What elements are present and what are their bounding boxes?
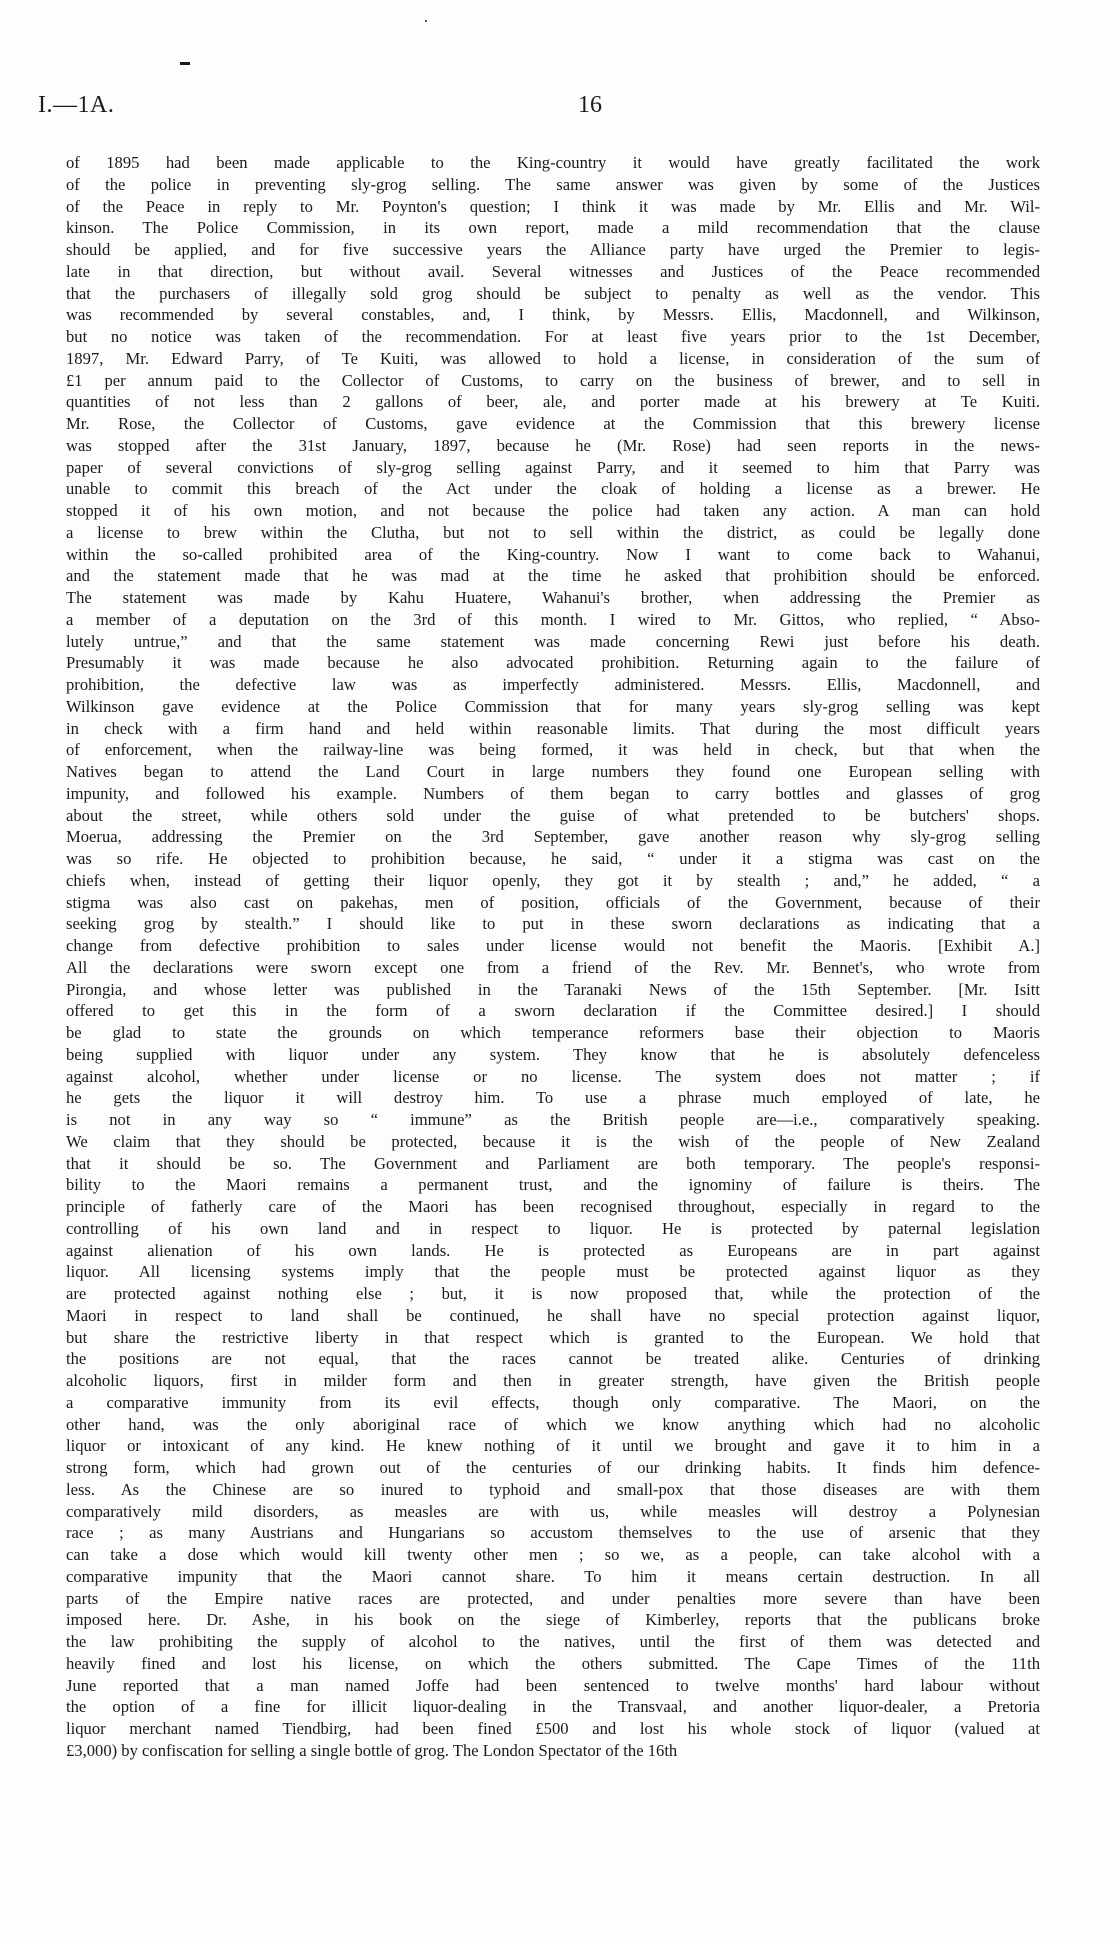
text-line: that the purchasers of illegally sold grog should be subject to penalty as well as the vendor. This: [66, 283, 1040, 303]
text-line: and the statement made that he was mad at the time he asked that prohibition should be enforced.: [66, 566, 1040, 586]
text-line: comparative impunity that the Maori cannot share. To him it means certain destruction. In all: [66, 1566, 1040, 1586]
text-line: against alienation of his own lands. He is protected as Europeans are in part against: [66, 1240, 1040, 1260]
text-line: change from defective prohibition to sales under license would not benefit the Maoris. [Exhibit A.]: [66, 936, 1040, 955]
text-line: unable to commit this breach of the Act under the cloak of holding a license as a brewer. He: [66, 479, 1040, 499]
text-line: is not in any way so “ immune” as the British people are—i.e., comparatively speaking.: [66, 1110, 1040, 1129]
text-line: prohibition, the defective law was as imperfectly administered. Messrs. Ellis, Macdonnell, and: [66, 675, 1040, 694]
text-line: Mr. Rose, the Collector of Customs, gave evidence at the Commission that this brewery license: [66, 414, 1040, 433]
text-line: paper of several convictions of sly-grog selling against Parry, and it seemed to him that Parry was: [66, 457, 1040, 477]
text-line: a license to brew within the Clutha, but not to sell within the district, as could be legally done: [66, 522, 1040, 542]
speck-mark: [425, 20, 427, 22]
text-line: quantities of not less than 2 gallons of beer, ale, and porter made at his brewery at Te Kuiti.: [66, 392, 1040, 412]
text-line: other hand, was the only aboriginal race of which we know anything which had no alcoholic: [66, 1414, 1040, 1434]
text-line: parts of the Empire native races are protected, and under penalties more severe than have been: [66, 1588, 1040, 1608]
text-line: can take a dose which would kill twenty other men ; so we, as a people, can take alcohol with a: [66, 1545, 1040, 1564]
text-line: that it should be so. The Government and Parliament are both temporary. The people's responsi-: [66, 1153, 1040, 1173]
text-line: Moerua, addressing the Premier on the 3rd September, gave another reason why sly-grog selling: [66, 827, 1040, 847]
text-line: was stopped after the 31st January, 1897, because he (Mr. Rose) had seen reports in the news-: [66, 435, 1040, 455]
text-line: being supplied with liquor under any system. They know that he is absolutely defenceless: [66, 1044, 1040, 1064]
text-line: of the police in preventing sly-grog selling. The same answer was given by some of the Justices: [66, 174, 1040, 194]
text-line: about the street, while others sold under the guise of what pretended to be butchers' shops.: [66, 805, 1040, 825]
text-line: chiefs when, instead of getting their liquor openly, they got it by stealth ; and,” he added, “ a: [66, 870, 1040, 890]
text-line: kinson. The Police Commission, in its own report, made a mild recommendation that the clause: [66, 218, 1040, 238]
text-line: June reported that a man named Joffe had been sentenced to twelve months' hard labour without: [66, 1675, 1040, 1695]
body-text: [66, 152, 1040, 1922]
text-line: comparatively mild disorders, as measles are with us, while measles will destroy a Polynesian: [66, 1501, 1040, 1521]
dash-mark: [180, 62, 190, 65]
text-line: he gets the liquor it will destroy him. To use a phrase much employed of late, he: [66, 1088, 1040, 1108]
text-line: All the declarations were sworn except one from a friend of the Rev. Mr. Bennet's, who wrote from: [66, 957, 1040, 977]
text-line: Wilkinson gave evidence at the Police Commission that for many years sly-grog selling was kept: [66, 696, 1040, 716]
text-line: stopped it of his own motion, and not because the police had taken any action. A man can hold: [66, 501, 1040, 520]
text-line: We claim that they should be protected, because it is the wish of the people of New Zealand: [66, 1131, 1040, 1151]
text-line: stigma was also cast on pakehas, men of position, officials of the Government, because of their: [66, 892, 1040, 912]
text-line: 1897, Mr. Edward Parry, of Te Kuiti, was allowed to hold a license, in consideration of the sum of: [66, 348, 1040, 368]
text-line: the option of a fine for illicit liquor-dealing in the Transvaal, and another liquor-dealer, a Pretoria: [66, 1697, 1040, 1717]
page-header: [38, 92, 1040, 132]
text-line: liquor or intoxicant of any kind. He knew nothing of it until we brought and gave it to him in a: [66, 1436, 1040, 1456]
text-line: bility to the Maori remains a permanent trust, and the ignominy of failure is theirs. The: [66, 1175, 1040, 1195]
text-line: be glad to state the grounds on which temperance reformers base their objection to Maoris: [66, 1023, 1040, 1042]
text-line: against alcohol, whether under license or no license. The system does not matter ; if: [66, 1066, 1040, 1086]
text-line: strong form, which had grown out of the centuries of our drinking habits. It finds him defence-: [66, 1458, 1040, 1477]
text-line: alcoholic liquors, first in milder form and then in greater strength, have given the British people: [66, 1371, 1040, 1390]
text-line: less. As the Chinese are so inured to typhoid and small-pox that those diseases are with them: [66, 1479, 1040, 1499]
text-line: in check with a firm hand and held within reasonable limits. That during the most difficult years: [66, 718, 1040, 738]
text-line: the law prohibiting the supply of alcohol to the natives, until the first of them was detected and: [66, 1632, 1040, 1651]
text-line: Natives began to attend the Land Court in large numbers they found one European selling with: [66, 762, 1040, 781]
text-line: was recommended by several constables, and, I think, by Messrs. Ellis, Macdonnell, and Wilkinson,: [66, 305, 1040, 325]
text-line: Maori in respect to land shall be continued, he shall have no special protection against liquor,: [66, 1305, 1040, 1325]
text-line: was so rife. He objected to prohibition because, he said, “ under it a stigma was cast on the: [66, 849, 1040, 868]
text-line: liquor merchant named Tiendbirg, had been fined £500 and lost his whole stock of liquor (valued at: [66, 1719, 1040, 1738]
text-line: late in that direction, but without avail. Several witnesses and Justices of the Peace recommended: [66, 261, 1040, 281]
text-line: offered to get this in the form of a sworn declaration if the Committee desired.] I should: [66, 1001, 1040, 1021]
text-line: but share the restrictive liberty in that respect which is granted to the European. We hold that: [66, 1327, 1040, 1347]
text-line: imposed here. Dr. Ashe, in his book on the siege of Kimberley, reports that the publicans broke: [66, 1610, 1040, 1630]
text-line: of 1895 had been made applicable to the King-country it would have greatly facilitated the work: [66, 153, 1040, 172]
text-line: of the Peace in reply to Mr. Poynton's question; I think it was made by Mr. Ellis and Mr. Wil-: [66, 196, 1040, 216]
text-line: The statement was made by Kahu Huatere, Wahanui's brother, when addressing the Premier as: [66, 588, 1040, 607]
text-line: within the so-called prohibited area of the King-country. Now I want to come back to Wahanui,: [66, 544, 1040, 564]
text-line: the positions are not equal, that the races cannot be treated alike. Centuries of drinking: [66, 1349, 1040, 1369]
text-line: but no notice was taken of the recommendation. For at least five years prior to the 1st December,: [66, 327, 1040, 346]
document-series-code: I.—1A.: [38, 92, 115, 118]
text-line: £3,000) by confiscation for selling a single bottle of grog. The London Spectator of the 16th: [66, 1740, 678, 1760]
text-line: race ; as many Austrians and Hungarians so accustom themselves to the use of arsenic that they: [66, 1523, 1040, 1543]
text-line: £1 per annum paid to the Collector of Customs, to carry on the business of brewer, and to sell in: [66, 370, 1040, 390]
text-line: impunity, and followed his example. Numbers of them began to carry bottles and glasses of grog: [66, 783, 1040, 803]
text-line: lutely untrue,” and that the same statement was made concerning Rewi just before his death.: [66, 631, 1040, 651]
text-line: should be applied, and for five successive years the Alliance party have urged the Premier to legis-: [66, 240, 1040, 259]
text-line: Presumably it was made because he also advocated prohibition. Returning again to the failure of: [66, 653, 1040, 673]
text-line: Pirongia, and whose letter was published in the Taranaki News of the 15th September. [Mr. Isitt: [66, 979, 1040, 999]
text-line: principle of fatherly care of the Maori has been recognised throughout, especially in regard to the: [66, 1197, 1040, 1216]
text-line: of enforcement, when the railway-line was being formed, it was held in check, but that when the: [66, 740, 1040, 760]
text-line: are protected against nothing else ; but, it is now proposed that, while the protection of the: [66, 1284, 1040, 1303]
text-line: liquor. All licensing systems imply that the people must be protected against liquor as they: [66, 1262, 1040, 1282]
text-line: controlling of his own land and in respect to liquor. He is protected by paternal legislation: [66, 1218, 1040, 1238]
text-line: seeking grog by stealth.” I should like to put in these sworn declarations as indicating that a: [66, 914, 1040, 934]
text-line: heavily fined and lost his license, on which the others submitted. The Cape Times of the 11th: [66, 1653, 1040, 1673]
text-line: a member of a deputation on the 3rd of this month. I wired to Mr. Gittos, who replied, “ Abso-: [66, 609, 1040, 629]
page-number: 16: [578, 92, 602, 118]
text-line: a comparative immunity from its evil effects, though only comparative. The Maori, on the: [66, 1392, 1040, 1412]
